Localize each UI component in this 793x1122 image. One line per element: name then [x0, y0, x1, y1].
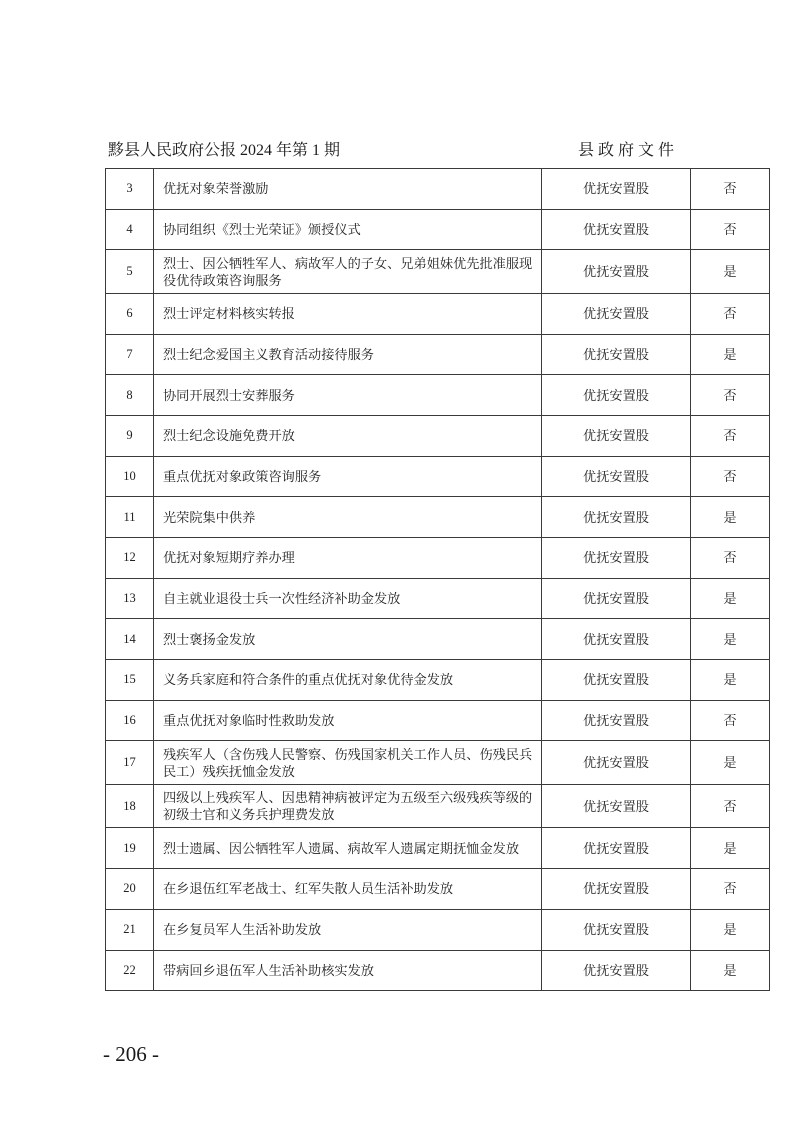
cell-number: 10 [106, 456, 154, 497]
cell-department: 优抚安置股 [542, 741, 691, 785]
cell-department: 优抚安置股 [542, 578, 691, 619]
cell-number: 17 [106, 741, 154, 785]
service-items-table [105, 168, 770, 991]
cell-item: 重点优抚对象临时性救助发放 [154, 700, 542, 741]
cell-item: 烈士遗属、因公牺牲军人遗属、病故军人遗属定期抚恤金发放 [154, 828, 542, 869]
cell-item: 协同开展烈士安葬服务 [154, 375, 542, 416]
cell-number: 20 [106, 869, 154, 910]
cell-number: 15 [106, 660, 154, 701]
cell-flag: 否 [691, 209, 770, 250]
cell-number: 14 [106, 619, 154, 660]
cell-item: 协同组织《烈士光荣证》颁授仪式 [154, 209, 542, 250]
cell-flag: 是 [691, 334, 770, 375]
cell-department: 优抚安置股 [542, 375, 691, 416]
cell-item: 优抚对象荣誉激励 [154, 169, 542, 210]
cell-flag: 是 [691, 578, 770, 619]
cell-flag: 否 [691, 784, 770, 828]
table-row [106, 950, 770, 991]
cell-department: 优抚安置股 [542, 869, 691, 910]
cell-department: 优抚安置股 [542, 293, 691, 334]
cell-department: 优抚安置股 [542, 538, 691, 579]
cell-department: 优抚安置股 [542, 497, 691, 538]
cell-department: 优抚安置股 [542, 950, 691, 991]
table-row [106, 293, 770, 334]
cell-item: 烈士纪念爱国主义教育活动接待服务 [154, 334, 542, 375]
table-row [106, 209, 770, 250]
table-row [106, 869, 770, 910]
cell-department: 优抚安置股 [542, 456, 691, 497]
table-row [106, 784, 770, 828]
cell-department: 优抚安置股 [542, 415, 691, 456]
table-row [106, 456, 770, 497]
cell-department: 优抚安置股 [542, 334, 691, 375]
cell-flag: 是 [691, 950, 770, 991]
cell-item: 烈士褒扬金发放 [154, 619, 542, 660]
table-row [106, 538, 770, 579]
cell-flag: 否 [691, 375, 770, 416]
cell-item: 自主就业退役士兵一次性经济补助金发放 [154, 578, 542, 619]
cell-number: 5 [106, 250, 154, 294]
cell-number: 19 [106, 828, 154, 869]
cell-department: 优抚安置股 [542, 909, 691, 950]
table-row [106, 578, 770, 619]
cell-department: 优抚安置股 [542, 700, 691, 741]
table-row [106, 415, 770, 456]
table-row [106, 169, 770, 210]
table-row [106, 250, 770, 294]
table-row [106, 700, 770, 741]
cell-item: 光荣院集中供养 [154, 497, 542, 538]
cell-item: 烈士、因公牺牲军人、病故军人的子女、兄弟姐妹优先批准服现役优待政策咨询服务 [154, 250, 542, 294]
cell-flag: 否 [691, 456, 770, 497]
cell-flag: 否 [691, 538, 770, 579]
cell-item: 在乡复员军人生活补助发放 [154, 909, 542, 950]
bulletin-title: 黟县人民政府公报 2024 年第 1 期 [108, 142, 341, 159]
cell-flag: 否 [691, 700, 770, 741]
cell-flag: 否 [691, 293, 770, 334]
table-row [106, 741, 770, 785]
table-row [106, 828, 770, 869]
cell-item: 优抚对象短期疗养办理 [154, 538, 542, 579]
cell-item: 烈士纪念设施免费开放 [154, 415, 542, 456]
cell-item: 烈士评定材料核实转报 [154, 293, 542, 334]
cell-item: 带病回乡退伍军人生活补助核实发放 [154, 950, 542, 991]
cell-department: 优抚安置股 [542, 784, 691, 828]
cell-department: 优抚安置股 [542, 250, 691, 294]
table-row [106, 619, 770, 660]
cell-number: 8 [106, 375, 154, 416]
table-row [106, 334, 770, 375]
cell-number: 13 [106, 578, 154, 619]
cell-flag: 是 [691, 497, 770, 538]
table-row [106, 909, 770, 950]
section-title: 县 政 府 文 件 [578, 142, 675, 159]
table-body [106, 169, 770, 991]
cell-item: 四级以上残疾军人、因患精神病被评定为五级至六级残疾等级的初级士官和义务兵护理费发放 [154, 784, 542, 828]
cell-number: 16 [106, 700, 154, 741]
table-row [106, 497, 770, 538]
cell-number: 11 [106, 497, 154, 538]
cell-flag: 是 [691, 828, 770, 869]
cell-department: 优抚安置股 [542, 209, 691, 250]
cell-number: 22 [106, 950, 154, 991]
cell-department: 优抚安置股 [542, 660, 691, 701]
cell-flag: 是 [691, 619, 770, 660]
cell-flag: 是 [691, 250, 770, 294]
cell-number: 18 [106, 784, 154, 828]
cell-flag: 是 [691, 909, 770, 950]
cell-flag: 是 [691, 660, 770, 701]
cell-flag: 否 [691, 869, 770, 910]
cell-department: 优抚安置股 [542, 828, 691, 869]
cell-number: 6 [106, 293, 154, 334]
cell-number: 7 [106, 334, 154, 375]
cell-number: 21 [106, 909, 154, 950]
cell-number: 9 [106, 415, 154, 456]
cell-number: 12 [106, 538, 154, 579]
cell-department: 优抚安置股 [542, 169, 691, 210]
cell-item: 重点优抚对象政策咨询服务 [154, 456, 542, 497]
page-number: - 206 - [103, 1042, 159, 1066]
cell-number: 3 [106, 169, 154, 210]
cell-flag: 否 [691, 169, 770, 210]
cell-number: 4 [106, 209, 154, 250]
cell-flag: 否 [691, 415, 770, 456]
cell-department: 优抚安置股 [542, 619, 691, 660]
table-row [106, 375, 770, 416]
cell-flag: 是 [691, 741, 770, 785]
cell-item: 义务兵家庭和符合条件的重点优抚对象优待金发放 [154, 660, 542, 701]
table-row [106, 660, 770, 701]
cell-item: 在乡退伍红军老战士、红军失散人员生活补助发放 [154, 869, 542, 910]
cell-item: 残疾军人（含伤残人民警察、伤残国家机关工作人员、伤残民兵民工）残疾抚恤金发放 [154, 741, 542, 785]
